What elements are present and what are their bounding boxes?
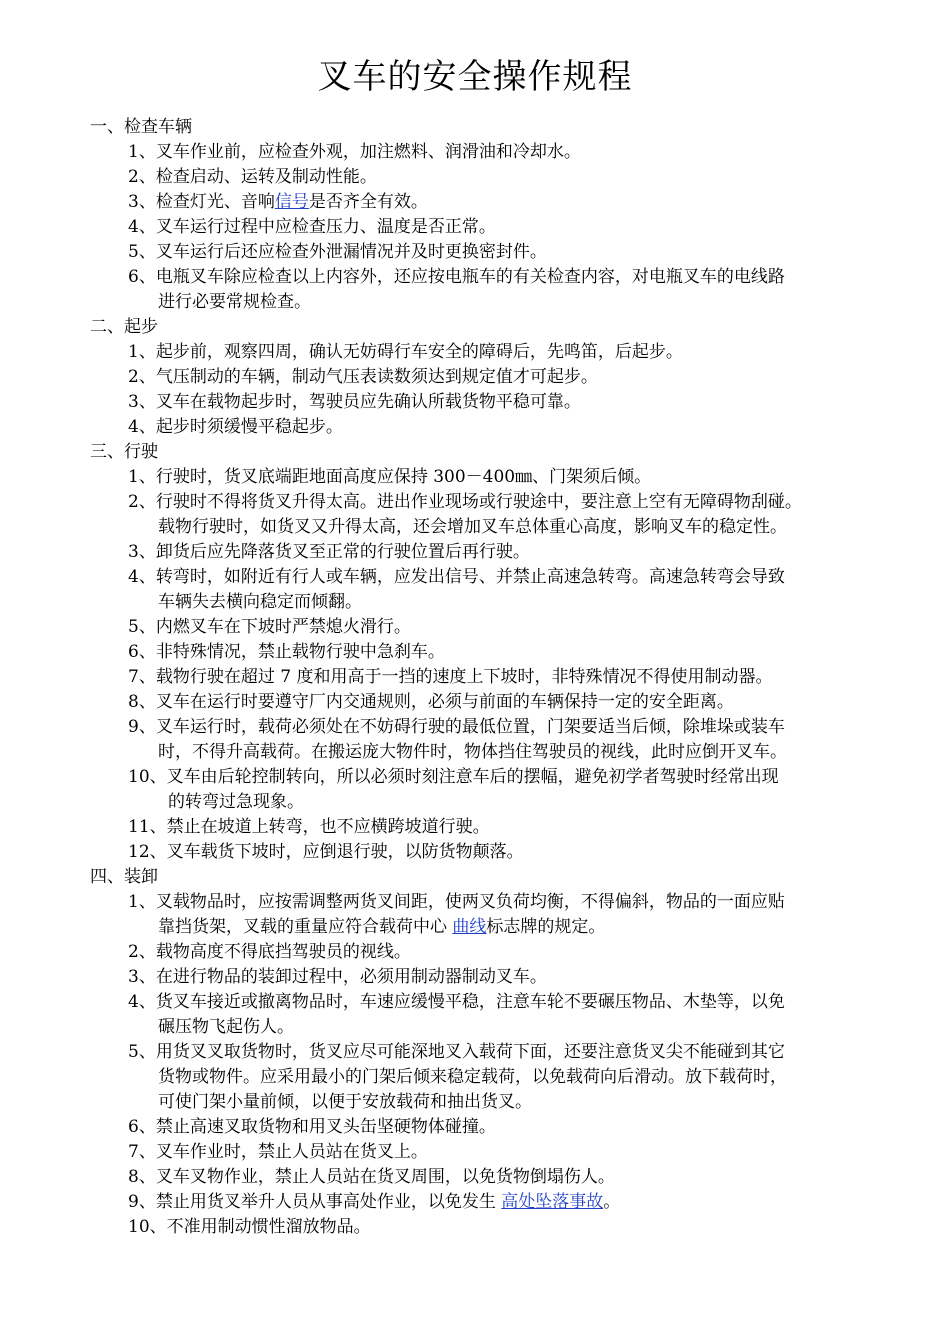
list-item: 2、气压制动的车辆，制动气压表读数须达到规定值才可起步。: [128, 367, 598, 387]
list-item-continuation: 货物或物件。应采用最小的门架后倾来稳定载荷，以免载荷向后滑动。放下载荷时，: [158, 1067, 787, 1087]
list-item: 12、叉车载货下坡时，应倒退行驶，以防货物颠落。: [128, 842, 524, 862]
list-item: 10、不准用制动惯性溜放物品。: [128, 1217, 371, 1237]
list-item: 11、禁止在坡道上转弯，也不应横跨坡道行驶。: [128, 817, 490, 837]
fall-accident-link[interactable]: 高处坠落事故: [501, 1192, 604, 1212]
list-item: 1、叉载物品时，应按需调整两货叉间距，使两叉负荷均衡，不得偏斜，物品的一面应贴: [128, 892, 785, 912]
list-item: 4、转弯时，如附近有行人或车辆，应发出信号、并禁止高速急转弯。高速急转弯会导致: [128, 567, 785, 587]
item-text: 标志牌的规定。: [486, 917, 606, 937]
page-title: 叉车的安全操作规程: [317, 57, 633, 97]
signal-link[interactable]: 信号: [274, 192, 309, 212]
section-heading: 一、检查车辆: [90, 117, 192, 137]
list-item: 2、检查启动、运转及制动性能。: [128, 167, 377, 187]
list-item: 2、载物高度不得底挡驾驶员的视线。: [128, 942, 411, 962]
list-item-continuation: 可使门架小量前倾，以便于安放载荷和抽出货叉。: [158, 1092, 532, 1112]
list-item: 3、叉车在载物起步时，驾驶员应先确认所载货物平稳可靠。: [128, 392, 581, 412]
list-item: 3、卸货后应先降落货叉至正常的行驶位置后再行驶。: [128, 542, 530, 562]
list-item: 1、起步前，观察四周，确认无妨碍行车安全的障碍后，先鸣笛，后起步。: [128, 342, 683, 362]
list-item: 4、叉车运行过程中应检查压力、温度是否正常。: [128, 217, 496, 237]
item-text: 是否齐全有效。: [308, 192, 428, 212]
curve-link[interactable]: 曲线: [452, 917, 487, 937]
list-item-continuation: 时，不得升高载荷。在搬运庞大物件时，物体挡住驾驶员的视线，此时应倒开叉车。: [158, 742, 787, 762]
section-heading: 三、行驶: [90, 442, 158, 462]
list-item: [0, 190, 950, 215]
list-item: 1、行驶时，货叉底端距地面高度应保持 300－400㎜、门架须后倾。: [128, 467, 652, 487]
section-heading: 二、起步: [90, 317, 158, 337]
list-item: 4、起步时须缓慢平稳起步。: [128, 417, 343, 437]
list-item: 5、内燃叉车在下坡时严禁熄火滑行。: [128, 617, 411, 637]
list-item: 3、在进行物品的装卸过程中，必须用制动器制动叉车。: [128, 967, 547, 987]
list-item-continuation: 进行必要常规检查。: [158, 292, 311, 312]
list-item: 7、叉车作业时，禁止人员站在货叉上。: [128, 1142, 428, 1162]
list-item-continuation: [0, 915, 950, 940]
item-text: 3、检查灯光、音响: [128, 192, 275, 212]
list-item: 7、载物行驶在超过 7 度和用高于一挡的速度上下坡时，非特殊情况不得使用制动器。: [128, 667, 773, 687]
list-item-continuation: 碾压物飞起伤人。: [158, 1017, 294, 1037]
list-item: 5、用货叉叉取货物时，货叉应尽可能深地叉入载荷下面，还要注意货叉尖不能碰到其它: [128, 1042, 785, 1062]
list-item: 8、叉车叉物作业，禁止人员站在货叉周围，以免货物倒塌伤人。: [128, 1167, 615, 1187]
item-text: 。: [603, 1192, 621, 1212]
item-text: 靠挡货架，叉载的重量应符合载荷中心: [158, 917, 453, 937]
list-item: 2、行驶时不得将货叉升得太高。进出作业现场或行驶途中，要注意上空有无障碍物刮碰。: [128, 492, 802, 512]
list-item: 6、非特殊情况，禁止载物行驶中急刹车。: [128, 642, 445, 662]
list-item-continuation: 车辆失去横向稳定而倾翻。: [158, 592, 362, 612]
list-item: 5、叉车运行后还应检查外泄漏情况并及时更换密封件。: [128, 242, 547, 262]
section-heading: 四、装卸: [90, 867, 158, 887]
document-body: [0, 115, 950, 1240]
list-item: 10、叉车由后轮控制转向，所以必须时刻注意车后的摆幅，避免初学者驾驶时经常出现: [128, 767, 779, 787]
list-item-continuation: 载物行驶时，如货叉又升得太高，还会增加叉车总体重心高度，影响叉车的稳定性。: [158, 517, 787, 537]
list-item: 9、叉车运行时，载荷必须处在不妨碍行驶的最低位置，门架要适当后倾，除堆垛或装车: [128, 717, 785, 737]
list-item: 6、电瓶叉车除应检查以上内容外，还应按电瓶车的有关检查内容，对电瓶叉车的电线路: [128, 267, 785, 287]
list-item: 8、叉车在运行时要遵守厂内交通规则，必须与前面的车辆保持一定的安全距离。: [128, 692, 734, 712]
item-text: 9、禁止用货叉举升人员从事高处作业，以免发生: [128, 1192, 502, 1212]
list-item-continuation: 的转弯过急现象。: [168, 792, 304, 812]
list-item: 1、叉车作业前，应检查外观，加注燃料、润滑油和冷却水。: [128, 142, 581, 162]
list-item: 4、货叉车接近或撤离物品时，车速应缓慢平稳，注意车轮不要碾压物品、木垫等，以免: [128, 992, 785, 1012]
list-item: 6、禁止高速叉取货物和用叉头缶坚硬物体碰撞。: [128, 1117, 496, 1137]
list-item: [0, 1190, 950, 1215]
